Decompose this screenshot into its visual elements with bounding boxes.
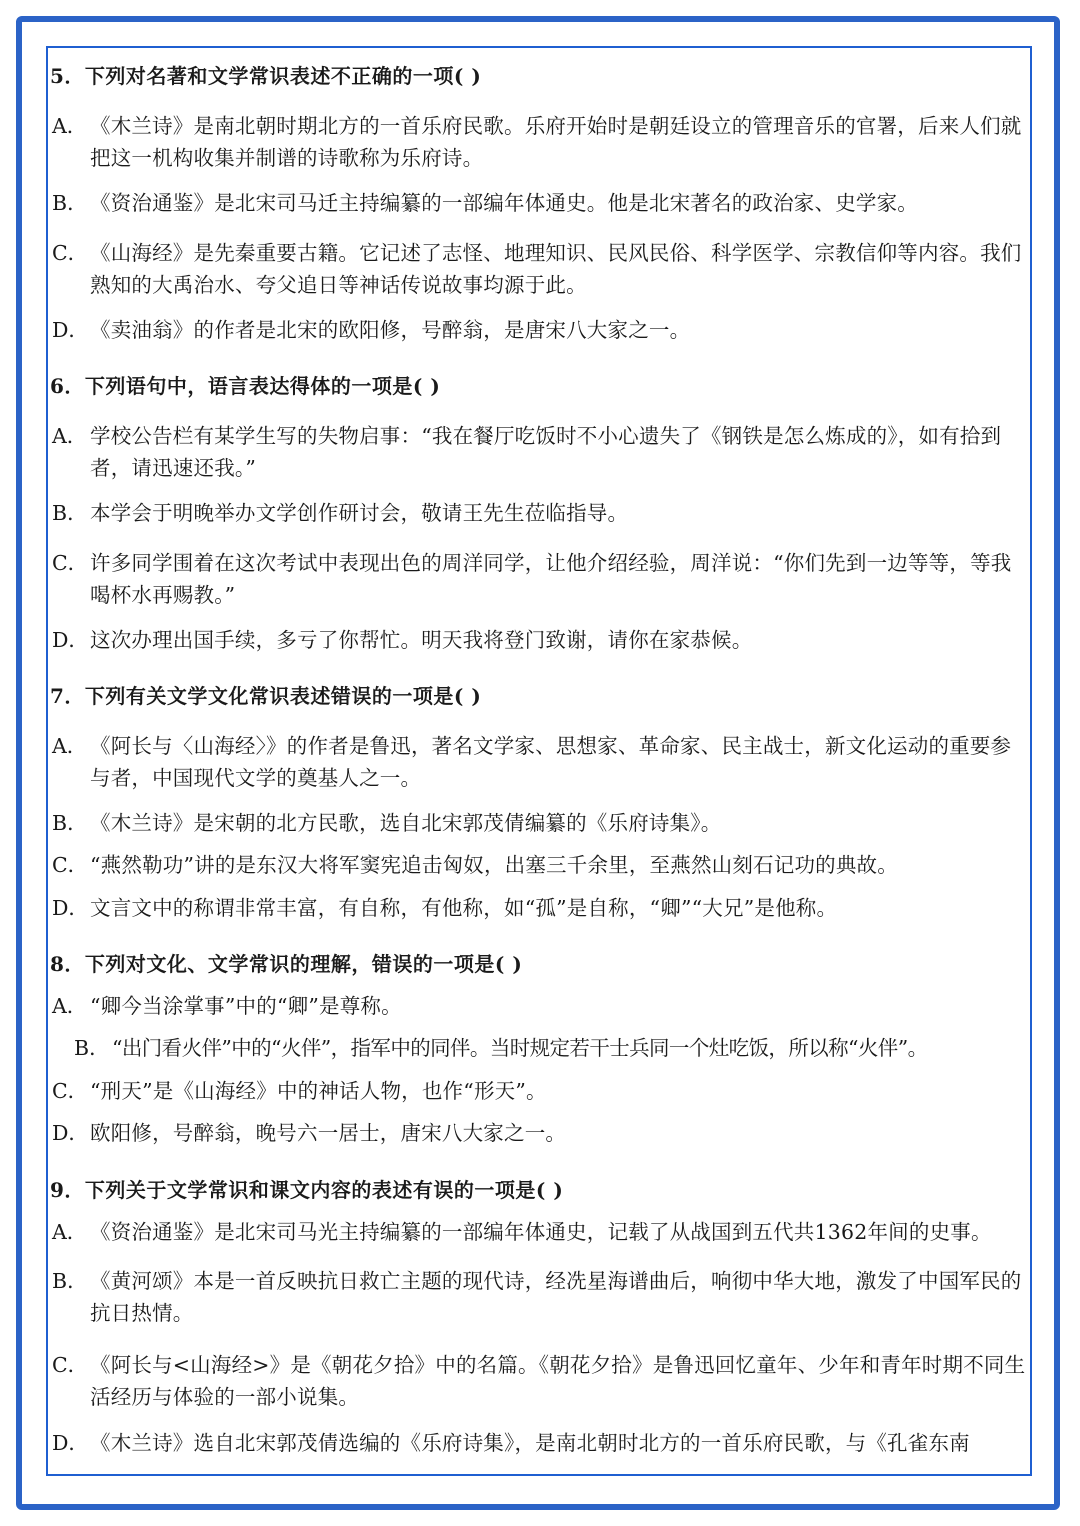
option-7b[interactable] [50,807,1030,839]
option-5d[interactable] [50,314,1030,346]
option-6b[interactable] [50,497,1030,529]
option-5b[interactable] [50,187,1030,219]
question-title: 7．下列有关文学文化常识表述错误的一项是( ) [50,684,482,708]
option-text: 《资治通鉴》是北宋司马光主持编纂的一部编年体通史，记载了从战国到五代共1362年间的史事。 [90,1220,992,1244]
exam-content [50,56,1030,1466]
question-title: 5．下列对名著和文学常识表述不正确的一项( ) [50,64,482,88]
option-letter: B． [52,1269,88,1293]
option-text: 《木兰诗》是宋朝的北方民歌，选自北宋郭茂倩编纂的《乐府诗集》。 [90,811,722,835]
option-letter: A． [52,114,88,138]
option-text: 《卖油翁》的作者是北宋的欧阳修，号醉翁，是唐宋八大家之一。 [90,318,691,342]
option-letter: A． [52,1220,88,1244]
question-8 [50,948,1030,980]
option-letter: D． [52,896,89,920]
option-text: 《黄河颂》本是一首反映抗日救亡主题的现代诗，经冼星海谱曲后，响彻中华大地，激发了中国军民的抗日热情。 [90,1269,1022,1325]
option-letter: C． [52,1079,89,1103]
option-letter: A． [52,424,88,448]
question-title: 9．下列关于文学常识和课文内容的表述有误的一项是( ) [50,1178,564,1202]
option-text: “燕然勒功”讲的是东汉大将军窦宪追击匈奴，出塞三千余里，至燕然山刻石记功的典故。 [90,853,898,877]
option-text: 许多同学围着在这次考试中表现出色的周洋同学，让他介绍经验，周洋说：“你们先到一边等等，等我喝杯水再赐教。” [90,551,1012,607]
option-9a[interactable] [50,1216,1030,1248]
question-9 [50,1174,1030,1206]
option-letter: A． [52,734,88,758]
question-5 [50,60,1030,92]
option-text: “出门看火伴”中的“火伴”，指军中的同伴。当时规定若干士兵同一个灶吃饭，所以称“火伴”。 [112,1036,928,1060]
option-text: 《木兰诗》选自北宋郭茂倩选编的《乐府诗集》，是南北朝时北方的一首乐府民歌，与《孔雀东南 [90,1431,970,1455]
option-letter: C． [52,241,89,265]
option-text: “刑天”是《山海经》中的神话人物，也作“形天”。 [90,1079,547,1103]
option-text: 《阿长与<山海经>》是《朝花夕拾》中的名篇。《朝花夕拾》是鲁迅回忆童年、少年和青年时期不同生活经历与体验的一部小说集。 [90,1353,1026,1409]
option-text: 《木兰诗》是南北朝时期北方的一首乐府民歌。乐府开始时是朝廷设立的管理音乐的官署，后来人们就把这一机构收集并制谱的诗歌称为乐府诗。 [90,114,1022,170]
option-letter: A． [52,994,88,1018]
option-letter: D． [52,1431,89,1455]
option-letter: C． [52,551,89,575]
option-letter: B． [52,191,88,215]
question-6 [50,370,1030,402]
option-7d[interactable] [50,892,1030,924]
option-8c[interactable] [50,1075,1030,1107]
option-6d[interactable] [50,624,1030,656]
option-9c[interactable] [50,1349,1030,1413]
option-9d[interactable] [50,1427,1030,1461]
option-text: 学校公告栏有某学生写的失物启事：“我在餐厅吃饭时不小心遗失了《钢铁是怎么炼成的》，如有拾到者，请迅速还我。” [90,424,1002,480]
option-text: 《阿长与〈山海经〉》的作者是鲁迅，著名文学家、思想家、革命家、民主战士，新文化运动的重要参与者，中国现代文学的奠基人之一。 [90,734,1012,790]
option-text: 《山海经》是先秦重要古籍。它记述了志怪、地理知识、民风民俗、科学医学、宗教信仰等内容。我们熟知的大禹治水、夸父追日等神话传说故事均源于此。 [90,241,1022,297]
option-6a[interactable] [50,420,1030,484]
option-letter: D． [52,1121,89,1145]
option-9b[interactable] [50,1265,1030,1329]
question-title: 6．下列语句中，语言表达得体的一项是( ) [50,374,441,398]
option-5c[interactable] [50,237,1030,301]
option-letter: C． [52,853,89,877]
option-letter: D． [52,318,89,342]
option-text: “卿今当涂掌事”中的“卿”是尊称。 [90,994,402,1018]
option-7c[interactable] [50,849,1030,881]
question-title: 8．下列对文化、文学常识的理解，错误的一项是( ) [50,952,523,976]
option-8b[interactable] [50,1032,1030,1064]
option-letter: B． [74,1036,110,1060]
option-letter: B． [52,501,88,525]
option-letter: B． [52,811,88,835]
question-7 [50,680,1030,712]
option-7a[interactable] [50,730,1030,794]
option-letter: D． [52,628,89,652]
option-8d[interactable] [50,1117,1030,1149]
option-letter: C． [52,1353,89,1377]
option-text: 本学会于明晚举办文学创作研讨会，敬请王先生莅临指导。 [90,501,629,525]
option-text: 这次办理出国手续，多亏了你帮忙。明天我将登门致谢，请你在家恭候。 [90,628,753,652]
option-text: 《资治通鉴》是北宋司马迁主持编纂的一部编年体通史。他是北宋著名的政治家、史学家。 [90,191,918,215]
option-6c[interactable] [50,547,1030,611]
option-8a[interactable] [50,990,1030,1022]
option-text: 文言文中的称谓非常丰富，有自称，有他称，如“孤”是自称，“卿”“大兄”是他称。 [90,896,838,920]
option-text: 欧阳修，号醉翁，晚号六一居士，唐宋八大家之一。 [90,1121,567,1145]
option-5a[interactable] [50,110,1030,174]
